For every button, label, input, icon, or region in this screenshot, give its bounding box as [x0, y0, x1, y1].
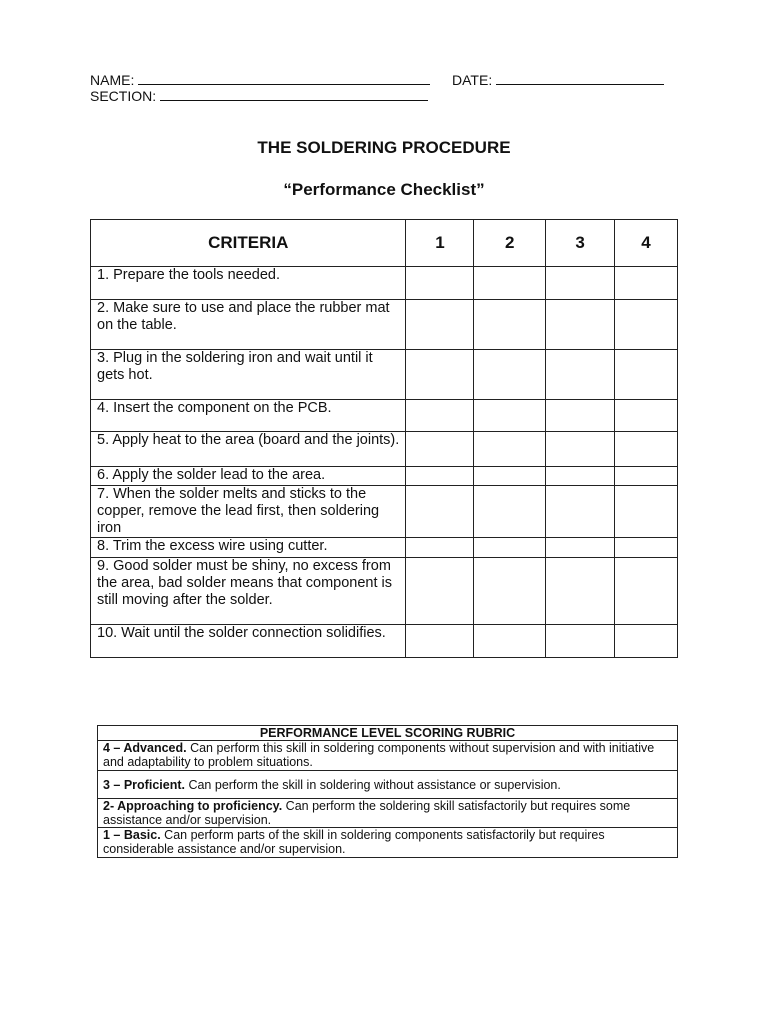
criteria-cell: 2. Make sure to use and place the rubber mat on the table.	[91, 300, 406, 350]
score-header-1: 1	[406, 220, 474, 267]
score-cell[interactable]	[406, 400, 474, 432]
score-cell[interactable]	[615, 267, 678, 300]
table-row	[91, 400, 678, 432]
section-blank[interactable]	[160, 88, 428, 101]
score-header-3: 3	[546, 220, 615, 267]
score-cell[interactable]	[546, 538, 615, 558]
score-cell[interactable]	[474, 558, 546, 625]
score-header-2: 2	[474, 220, 546, 267]
score-cell[interactable]	[474, 400, 546, 432]
date-label: DATE:	[452, 72, 493, 88]
score-cell[interactable]	[615, 432, 678, 467]
score-cell[interactable]	[546, 625, 615, 658]
score-cell[interactable]	[474, 467, 546, 486]
table-row	[91, 625, 678, 658]
name-label: NAME:	[90, 72, 135, 88]
score-cell[interactable]	[474, 538, 546, 558]
rubric-level-label: 3 – Proficient.	[103, 777, 185, 792]
criteria-cell: 9. Good solder must be shiny, no excess from the area, bad solder means that component is still moving after the solder.	[91, 558, 406, 625]
score-cell[interactable]	[474, 432, 546, 467]
score-cell[interactable]	[546, 432, 615, 467]
score-cell[interactable]	[546, 486, 615, 538]
score-cell[interactable]	[474, 350, 546, 400]
score-cell[interactable]	[546, 558, 615, 625]
criteria-cell: 6. Apply the solder lead to the area.	[91, 467, 406, 486]
score-cell[interactable]	[615, 538, 678, 558]
rubric-cell	[98, 741, 678, 771]
rubric-level-label: 4 – Advanced.	[103, 741, 187, 755]
rubric-title-row	[98, 726, 678, 741]
rubric-row-basic	[98, 828, 678, 858]
table-row	[91, 267, 678, 300]
criteria-cell: 7. When the solder melts and sticks to the copper, remove the lead first, then soldering iron	[91, 486, 406, 538]
table-row	[91, 467, 678, 486]
rubric-cell	[98, 828, 678, 858]
score-cell[interactable]	[406, 558, 474, 625]
score-cell[interactable]	[406, 267, 474, 300]
score-cell[interactable]	[406, 300, 474, 350]
score-cell[interactable]	[406, 432, 474, 467]
rubric-cell	[98, 799, 678, 828]
score-cell[interactable]	[615, 400, 678, 432]
score-cell[interactable]	[546, 467, 615, 486]
score-cell[interactable]	[546, 300, 615, 350]
table-row	[91, 350, 678, 400]
rubric-level-description: Can perform this skill in soldering components without supervision and with initiative and adaptability to problem situations.	[103, 741, 655, 769]
table-row	[91, 432, 678, 467]
rubric-level-description: Can perform the skill in soldering without assistance or supervision.	[184, 777, 561, 792]
score-cell[interactable]	[546, 350, 615, 400]
checklist-header-row	[91, 220, 678, 267]
rubric-level-description: Can perform parts of the skill in soldering components satisfactorily but requires considerable assistance and/or supervision.	[103, 828, 605, 856]
score-cell[interactable]	[615, 486, 678, 538]
score-header-4: 4	[615, 220, 678, 267]
page-subtitle: “Performance Checklist”	[283, 180, 485, 199]
name-field-row	[90, 72, 664, 88]
score-cell[interactable]	[474, 267, 546, 300]
scoring-rubric-table	[97, 725, 678, 858]
score-cell[interactable]	[615, 558, 678, 625]
score-cell[interactable]	[406, 486, 474, 538]
rubric-level-description: Can perform the soldering skill satisfactorily but requires some assistance and/or supervision.	[103, 799, 631, 827]
criteria-cell: 3. Plug in the soldering iron and wait until it gets hot.	[91, 350, 406, 400]
score-cell[interactable]	[546, 400, 615, 432]
page-title: THE SOLDERING PROCEDURE	[257, 138, 511, 157]
table-row	[91, 558, 678, 625]
score-cell[interactable]	[406, 625, 474, 658]
score-cell[interactable]	[406, 467, 474, 486]
criteria-header: CRITERIA	[91, 220, 406, 267]
criteria-cell: 10. Wait until the solder connection solidifies.	[91, 625, 406, 658]
score-cell[interactable]	[406, 350, 474, 400]
section-label: SECTION:	[90, 88, 157, 104]
criteria-cell: 5. Apply heat to the area (board and the joints).	[91, 432, 406, 467]
table-row	[91, 300, 678, 350]
score-cell[interactable]	[546, 267, 615, 300]
score-cell[interactable]	[406, 538, 474, 558]
table-row	[91, 538, 678, 558]
date-blank[interactable]	[496, 72, 664, 85]
criteria-cell: 4. Insert the component on the PCB.	[91, 400, 406, 432]
rubric-title: PERFORMANCE LEVEL SCORING RUBRIC	[98, 726, 678, 741]
rubric-level-label: 2- Approaching to proficiency.	[103, 799, 283, 813]
performance-checklist-table	[90, 219, 678, 658]
rubric-cell	[98, 771, 678, 799]
name-blank[interactable]	[138, 72, 430, 85]
score-cell[interactable]	[474, 300, 546, 350]
score-cell[interactable]	[615, 625, 678, 658]
score-cell[interactable]	[474, 486, 546, 538]
rubric-row-proficient	[98, 771, 678, 799]
table-row	[91, 486, 678, 538]
rubric-level-label: 1 – Basic.	[103, 828, 161, 842]
section-field-row	[90, 88, 428, 104]
criteria-cell: 8. Trim the excess wire using cutter.	[91, 538, 406, 558]
criteria-cell: 1. Prepare the tools needed.	[91, 267, 406, 300]
score-cell[interactable]	[615, 467, 678, 486]
score-cell[interactable]	[615, 300, 678, 350]
rubric-row-advanced	[98, 741, 678, 771]
score-cell[interactable]	[615, 350, 678, 400]
score-cell[interactable]	[474, 625, 546, 658]
rubric-row-approaching	[98, 799, 678, 828]
